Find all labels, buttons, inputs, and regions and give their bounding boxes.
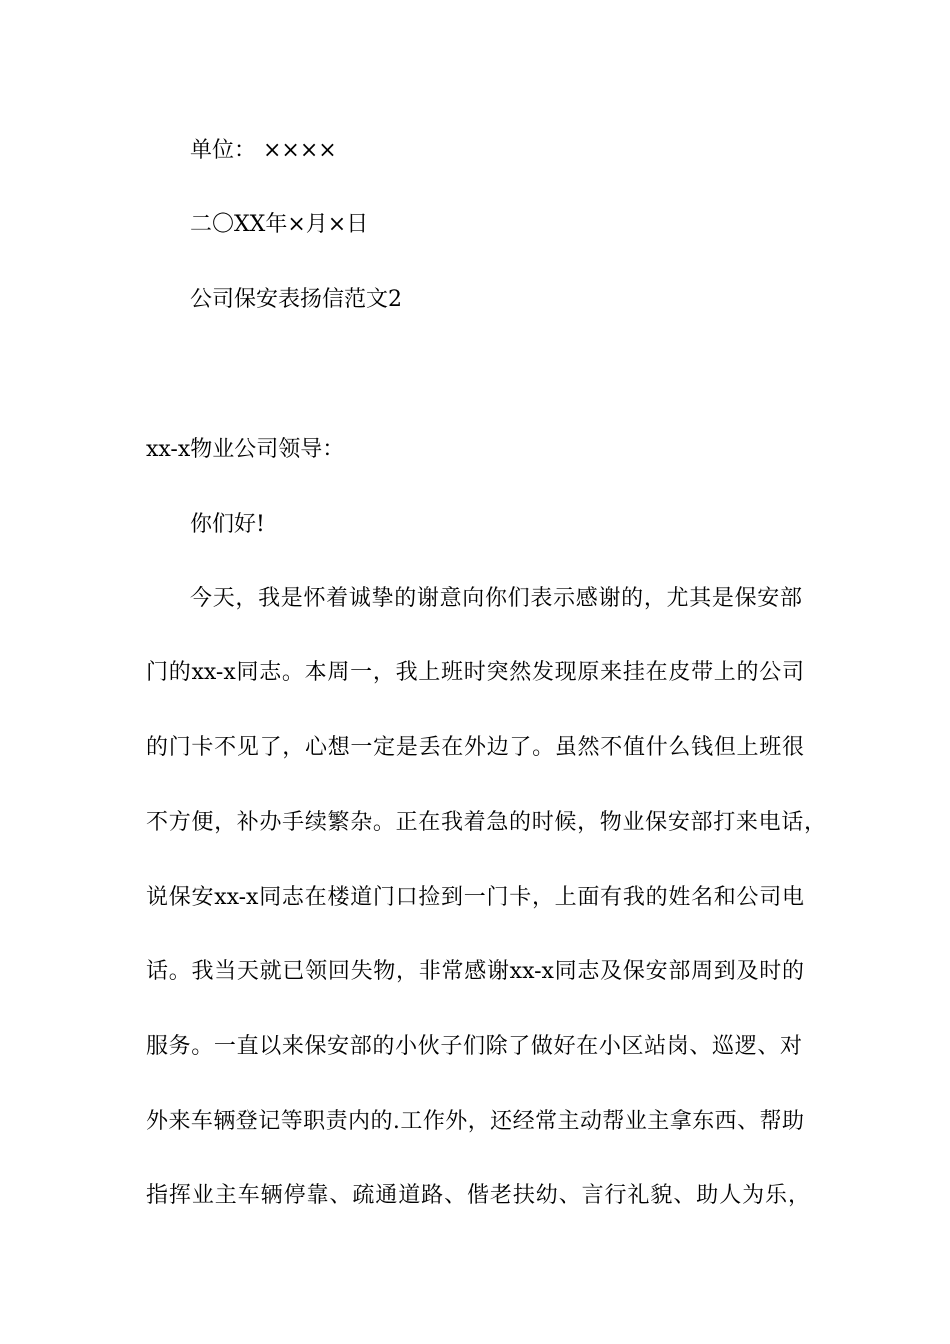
body-line-2: 门的xx-x同志。本周一，我上班时突然发现原来挂在皮带上的公司 [146,660,804,685]
unit-line: 单位： ×××× [190,138,337,163]
document-title: 公司保安表扬信范文2 [190,287,402,312]
body-line-9: 指挥业主车辆停靠、疏通道路、偕老扶幼、言行礼貌、助人为乐， [146,1183,810,1208]
body-line-8: 外来车辆登记等职责内的.工作外，还经常主动帮业主拿东西、帮助 [146,1109,804,1134]
body-line-7: 服务。一直以来保安部的小伙子们除了做好在小区站岗、巡逻、对 [146,1034,802,1059]
date-line: 二〇XX年×月×日 [190,212,369,237]
body-line-5: 说保安xx-x同志在楼道门口捡到一门卡，上面有我的姓名和公司电 [146,885,804,910]
body-line-4: 不方便，补办手续繁杂。正在我着急的时候，物业保安部打来电话， [146,810,826,835]
salutation: xx-x物业公司领导： [146,437,345,462]
greeting: 你们好! [190,512,265,537]
body-line-6: 话。我当天就已领回失物，非常感谢xx-x同志及保安部周到及时的 [146,959,804,984]
body-line-1: 今天，我是怀着诚挚的谢意向你们表示感谢的，尤其是保安部 [190,586,802,611]
body-line-3: 的门卡不见了，心想一定是丢在外边了。虽然不值什么钱但上班很 [146,735,804,760]
